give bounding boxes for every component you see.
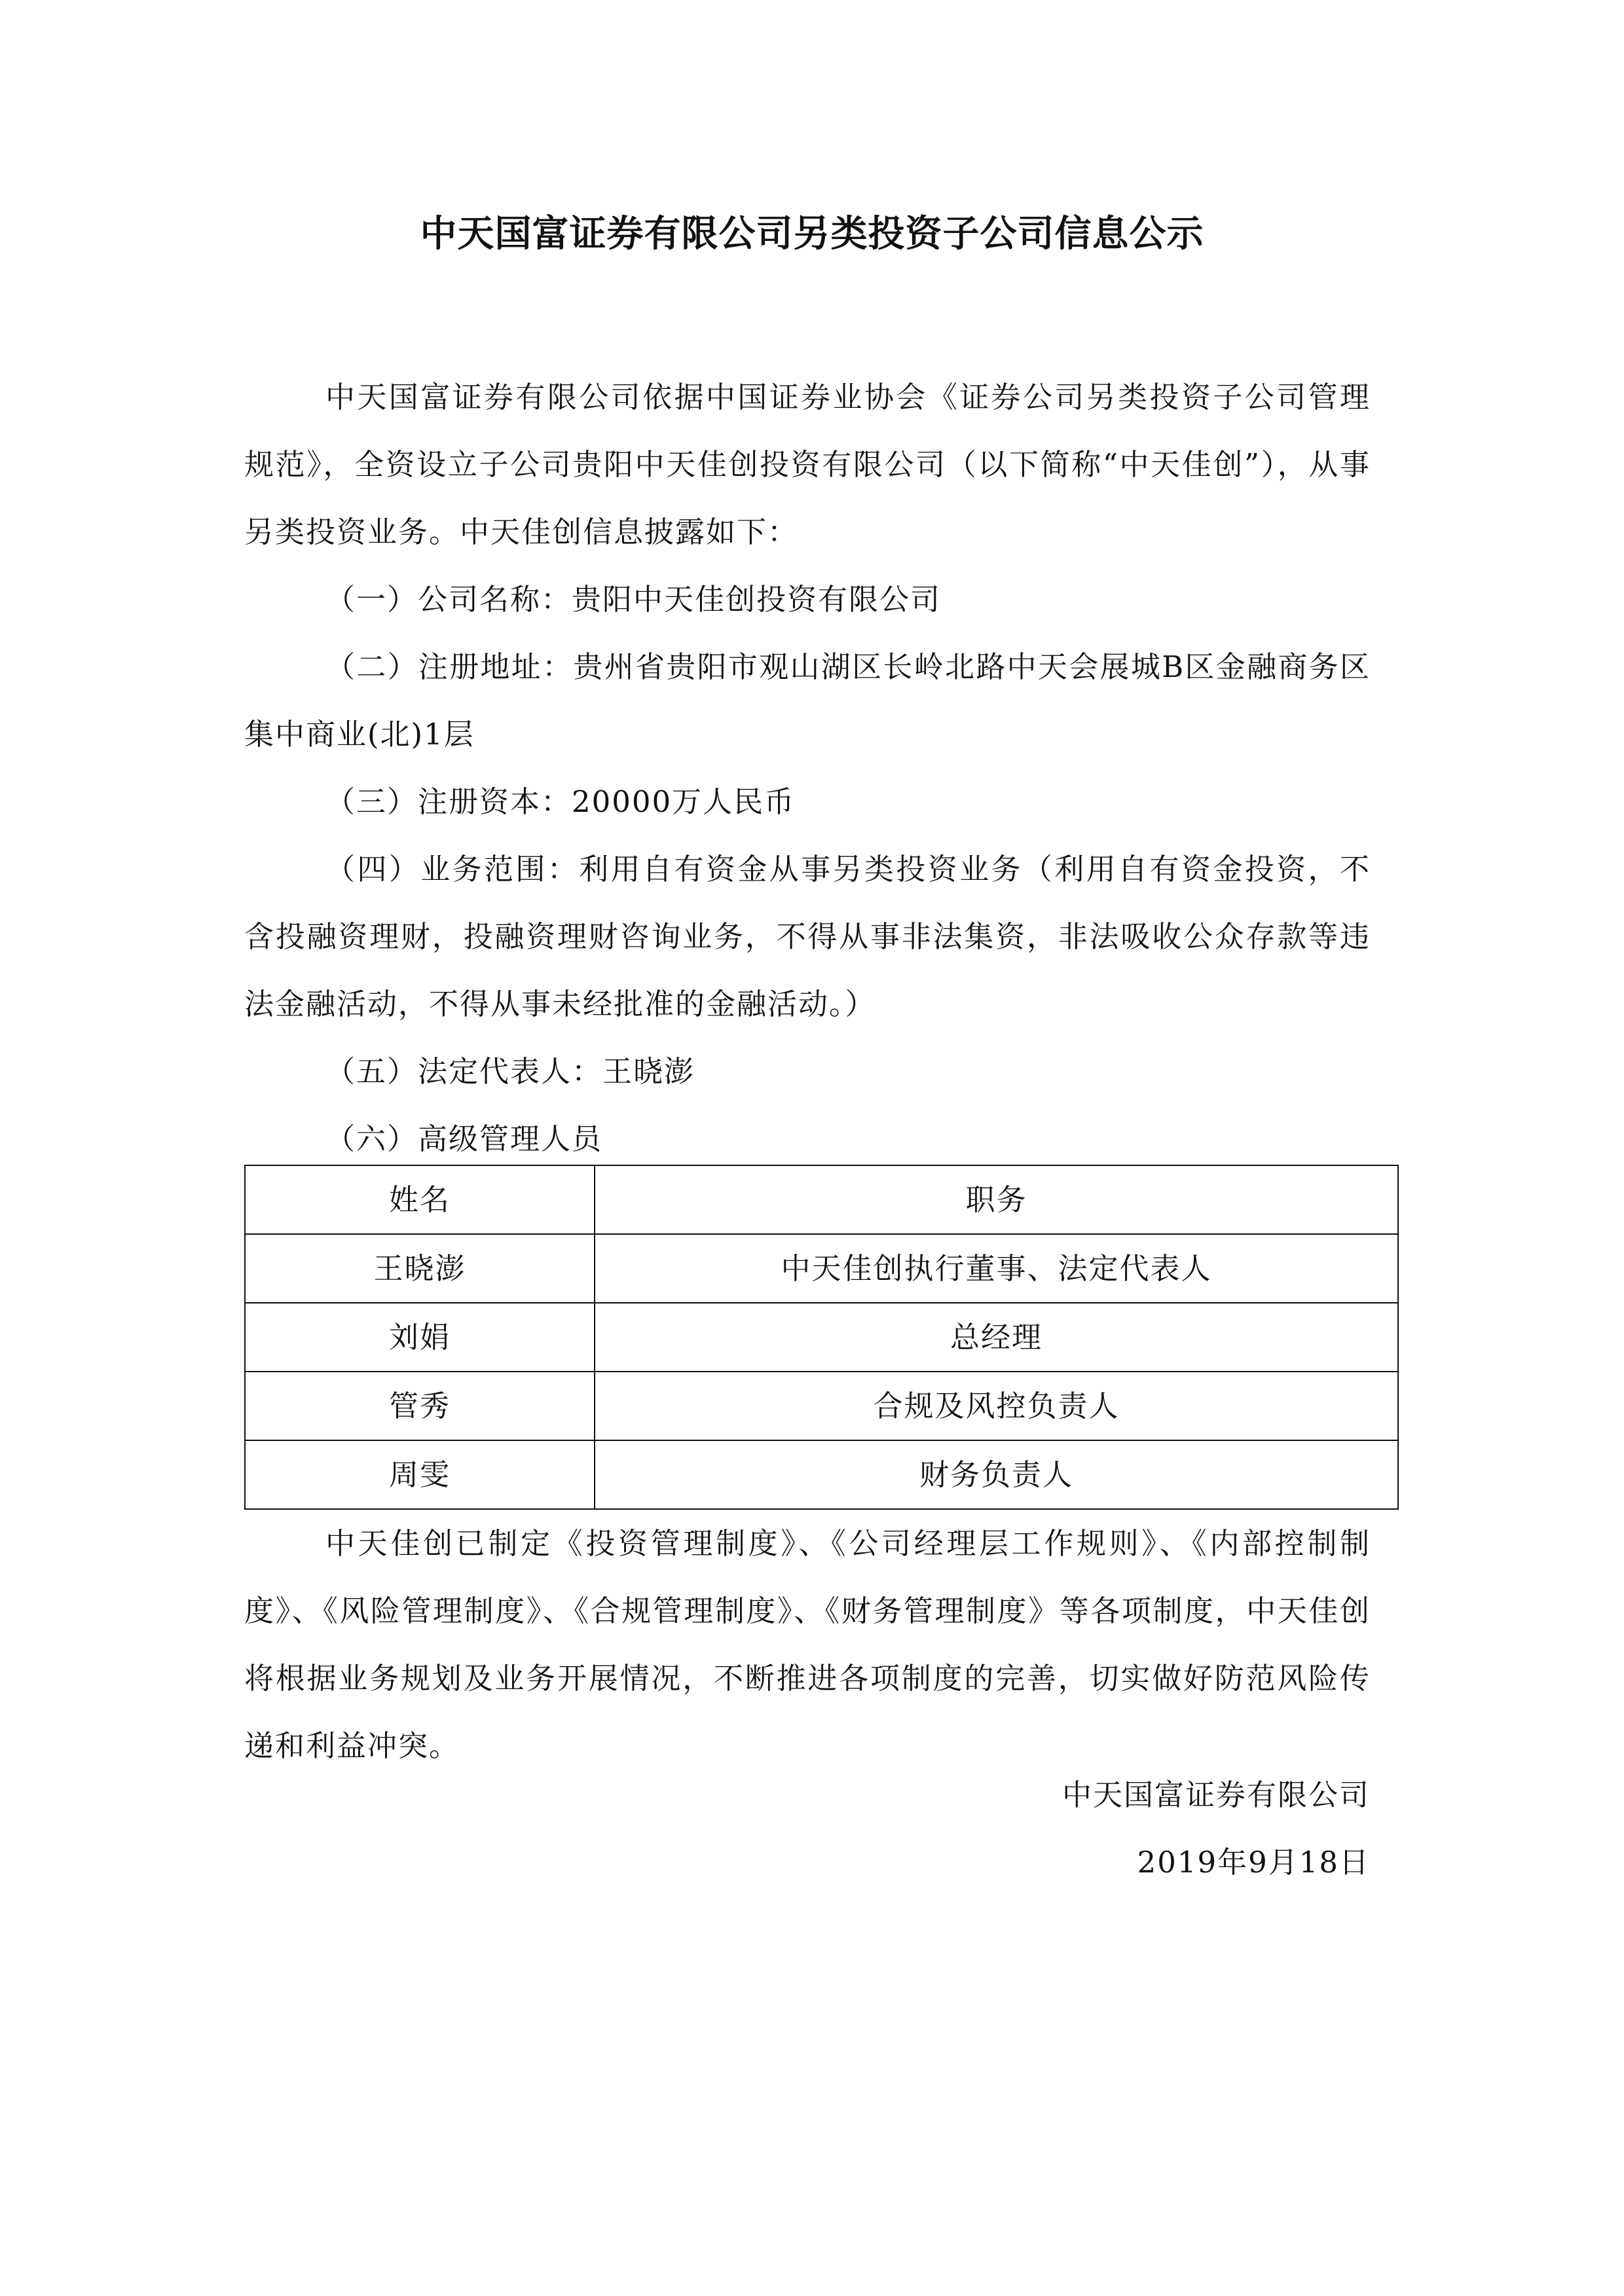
item-legal-representative: （五）法定代表人：王晓澎 — [325, 1054, 695, 1089]
item-business-scope: （四）业务范围：利用自有资金从事另类投资业务（利用自有资金投资，不含投融资理财，投融资理财咨询业务，不得从事非法集资，非法吸收公众存款等违法金融活动，不得从事未经批准的金融活动。） — [244, 852, 1371, 1021]
table-row — [245, 1372, 1398, 1440]
signature-date: 2019年9月18日 — [1137, 1845, 1370, 1880]
cell-position: 合规及风控负责人 — [595, 1372, 1398, 1440]
cell-position: 中天佳创执行董事、法定代表人 — [595, 1234, 1398, 1303]
item-senior-management: （六）高级管理人员 — [325, 1121, 603, 1156]
management-table — [244, 1165, 1399, 1510]
table-row — [245, 1440, 1398, 1509]
header-position: 职务 — [595, 1165, 1398, 1234]
item-company-name: （一）公司名称：贵阳中天佳创投资有限公司 — [325, 582, 942, 617]
header-name: 姓名 — [245, 1165, 595, 1234]
cell-position: 总经理 — [595, 1303, 1398, 1372]
document-title: 中天国富证券有限公司另类投资子公司信息公示 — [420, 213, 1204, 255]
table-header-row — [245, 1165, 1398, 1234]
item-registered-address: （二）注册地址：贵州省贵阳市观山湖区长岭北路中天会展城B区金融商务区集中商业(北)1层 — [244, 649, 1371, 752]
closing-paragraph: 中天佳创已制定《投资管理制度》、《公司经理层工作规则》、《内部控制制度》、《风险管理制度》、《合规管理制度》、《财务管理制度》等各项制度，中天佳创将根据业务规划及业务开展情况，不断推进各项制度的完善，切实做好防范风险传递和利益冲突。 — [244, 1526, 1371, 1763]
signature-company: 中天国富证券有限公司 — [1061, 1777, 1370, 1812]
cell-name: 周雯 — [245, 1440, 595, 1509]
cell-name: 王晓澎 — [245, 1234, 595, 1303]
signature-block — [1062, 1761, 1370, 1896]
table-row — [245, 1303, 1398, 1372]
document-body — [244, 363, 1371, 1779]
cell-name: 管秀 — [245, 1372, 595, 1440]
item-registered-capital: （三）注册资本：20000万人民币 — [325, 784, 796, 819]
cell-position: 财务负责人 — [595, 1440, 1398, 1509]
cell-name: 刘娟 — [245, 1303, 595, 1372]
table-row — [245, 1234, 1398, 1303]
intro-paragraph: 中天国富证券有限公司依据中国证券业协会《证券公司另类投资子公司管理规范》，全资设立子公司贵阳中天佳创投资有限公司（以下简称“中天佳创”），从事另类投资业务。中天佳创信息披露如下： — [244, 380, 1371, 549]
